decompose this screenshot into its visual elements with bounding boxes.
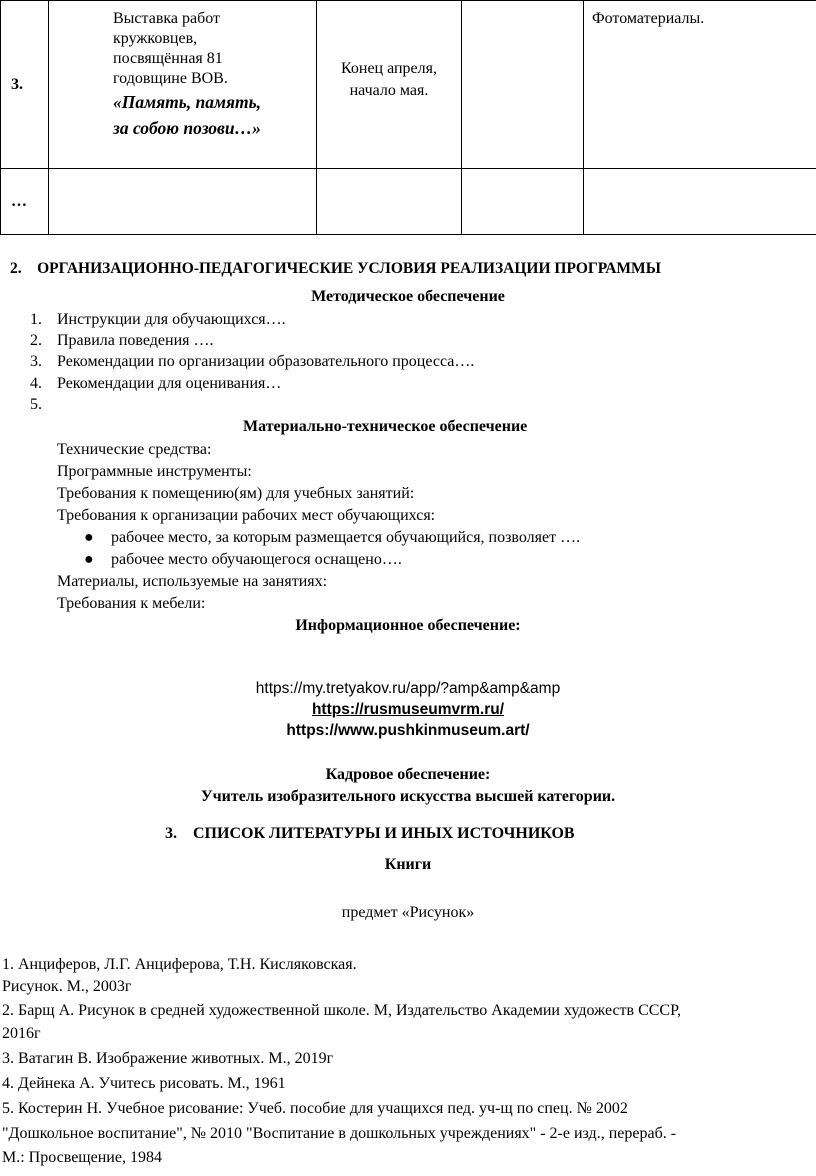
- reference-line: 3. Ватагин В. Изображение животных. М., 2019г: [2, 1050, 334, 1067]
- material-title: Материально-техническое обеспечение: [243, 418, 528, 435]
- bullet-item: ● рабочее место, за которым размещается обучающийся, позволяет ….: [84, 529, 581, 546]
- table-cell-num: [1, 1, 49, 169]
- staff-title: Кадровое обеспечение:: [325, 766, 491, 783]
- methodical-item: 5.: [30, 396, 42, 413]
- event-date-line: начало мая.: [349, 82, 429, 99]
- table-cell-title: [49, 1, 317, 169]
- event-quote-line: за собою позови…»: [113, 118, 261, 138]
- event-title-line: годовщине ВОВ.: [113, 70, 228, 87]
- link-pushkin[interactable]: https://www.pushkinmuseum.art/: [286, 722, 530, 739]
- event-date-line: Конец апреля,: [341, 60, 437, 77]
- reference-line: 5. Костерин Н. Учебное рисование: Учеб. пособие для учащихся пед. уч-щ по спец. № 2002: [2, 1100, 628, 1117]
- material-line: Требования к помещению(ям) для учебных занятий:: [57, 485, 415, 502]
- link-rusmuseum[interactable]: https://rusmuseumvrm.ru/: [311, 701, 505, 718]
- section-heading-2: 2. ОРГАНИЗАЦИОННО-ПЕДАГОГИЧЕСКИЕ УСЛОВИЯ РЕАЛИЗАЦИИ ПРОГРАММЫ: [10, 260, 661, 277]
- reference-line: 2. Барщ А. Рисунок в средней художественной школе. М, Издательство Академии художеств СССР,: [2, 1002, 681, 1019]
- table-cell-result: [584, 1, 816, 169]
- methodical-item: 3. Рекомендации по организации образовательного процесса….: [30, 353, 475, 370]
- bullet-icon: ●: [84, 551, 94, 568]
- row-number: 3.: [11, 75, 23, 93]
- reference-line: 4. Дейнека А. Учитесь рисовать. М., 1961: [2, 1075, 286, 1092]
- staff-text: Учитель изобразительного искусства высшей категории.: [200, 788, 616, 805]
- table-cell-num: [1, 169, 49, 235]
- methodical-item: 4. Рекомендации для оценивания…: [30, 375, 282, 392]
- material-line: Программные инструменты:: [57, 463, 252, 480]
- plan-table: [0, 0, 816, 235]
- reference-line: 2016г: [2, 1025, 41, 1042]
- table-cell-empty: [462, 169, 584, 235]
- table-cell-empty: [584, 169, 816, 235]
- event-quote-line: «Память, память,: [113, 92, 261, 112]
- table-cell-empty: [317, 169, 462, 235]
- info-title: Информационное обеспечение:: [295, 617, 521, 634]
- methodical-title: Методическое обеспечение: [311, 288, 505, 305]
- table-cell-date: [317, 1, 462, 169]
- event-title-line: Выставка работ: [113, 10, 221, 27]
- event-title-line: кружковцев,: [113, 30, 198, 47]
- material-line: Требования к организации рабочих мест обучающихся:: [57, 507, 436, 524]
- event-result: Фотоматериалы.: [592, 10, 705, 27]
- methodical-item: 2. Правила поведения ….: [30, 332, 214, 349]
- reference-line: "Дошкольное воспитание", № 2010 "Воспитание в дошкольных учреждениях" - 2-е изд., перераб. -: [2, 1125, 677, 1142]
- table-cell-empty: [462, 1, 584, 169]
- section-heading-3: 3. СПИСОК ЛИТЕРАТУРЫ И ИНЫХ ИСТОЧНИКОВ: [165, 825, 575, 842]
- link-tretyakov[interactable]: https://my.tretyakov.ru/app/?amp&amp&amp: [255, 680, 561, 697]
- event-title-line: посвящённая 81: [113, 50, 223, 67]
- books-title: Книги: [384, 856, 432, 873]
- reference-line: М.: Просвещение, 1984: [2, 1149, 162, 1166]
- table-row: [1, 1, 816, 169]
- reference-line: 1. Анциферов, Л.Г. Анциферова, Т.Н. Кисляковская.: [2, 956, 357, 973]
- row-ellipsis: …: [11, 192, 27, 210]
- table-cell-empty: [49, 169, 317, 235]
- subject-title: предмет «Рисунок»: [341, 904, 475, 921]
- bullet-item: ● рабочее место обучающегося оснащено….: [84, 551, 402, 568]
- table-row: [1, 169, 816, 235]
- reference-line: Рисунок. М., 2003г: [2, 978, 132, 995]
- material-line: Технические средства:: [57, 441, 212, 458]
- bullet-icon: ●: [84, 529, 94, 546]
- methodical-item: 1. Инструкции для обучающихся….: [30, 311, 286, 328]
- material-line: Требования к мебели:: [57, 595, 206, 612]
- material-line: Материалы, используемые на занятиях:: [57, 573, 328, 590]
